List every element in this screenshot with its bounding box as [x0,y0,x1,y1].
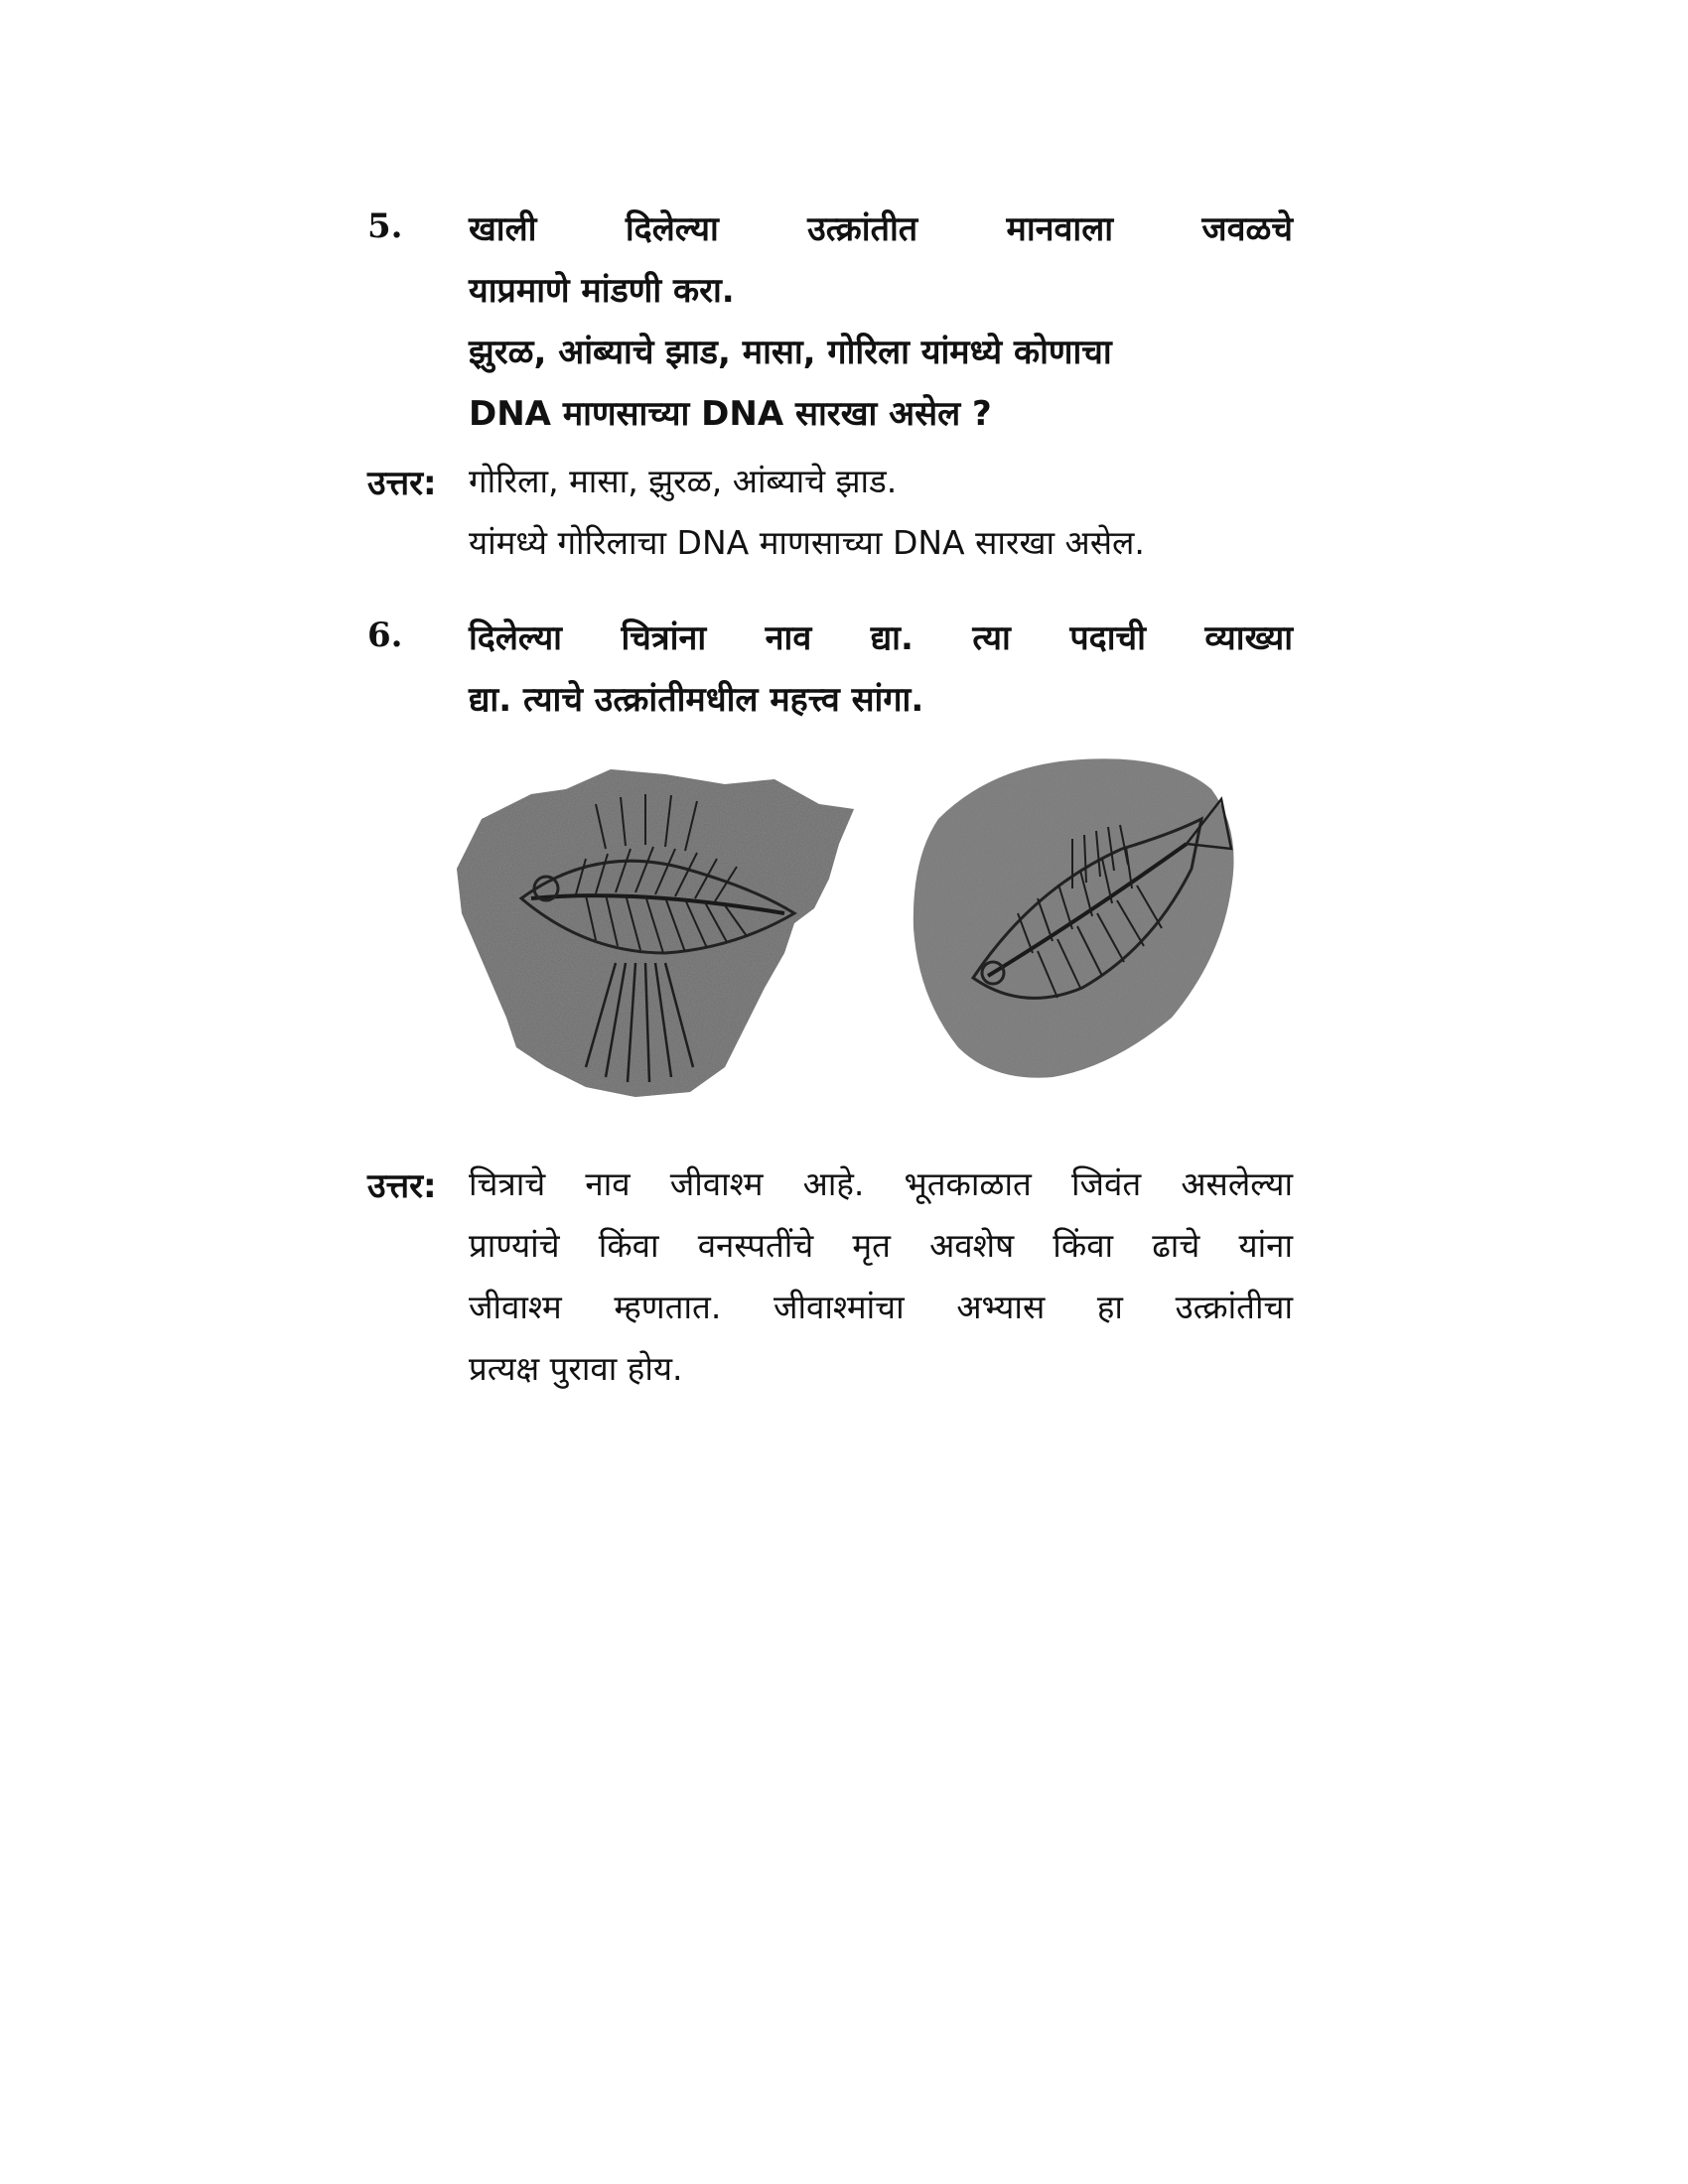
fish-fossil-left-icon [457,769,854,1097]
question-5-line-2: याप्रमाणे मांडणी करा. [469,271,735,311]
question-6-line-2: द्या. त्याचे उत्क्रांतीमधील महत्त्व सांगा. [469,680,924,720]
answer-5-label: उत्तर: [367,464,437,503]
answer-5-text [469,451,1293,574]
fish-fossil-right-icon [914,758,1234,1077]
question-6-line-1: दिलेल्या चित्रांना नाव द्या. त्या पदाची व्याख्या [469,618,1293,658]
question-5-line-4: DNA माणसाच्या DNA सारखा असेल ? [469,394,992,434]
question-6-number: 6. [367,615,403,655]
question-5-number: 5. [367,206,403,246]
question-5-line-1: खाली दिलेल्या उत्क्रांतीत मानवाला जवळचे [469,209,1293,249]
answer-6-line-4: प्रत्यक्ष पुरावा होय. [469,1349,683,1388]
question-5-line-3: झुरळ, आंब्याचे झाड, मासा, गोरिला यांमध्ये कोणाचा [469,333,1112,372]
fossil-figure [437,750,1251,1117]
answer-5-line-1: गोरिला, मासा, झुरळ, आंब्याचे झाड. [469,462,898,500]
answer-6-line-2: प्राण्यांचे किंवा वनस्पतींचे मृत अवशेष किंवा ढाचे यांना [469,1226,1293,1265]
answer-6-line-3: जीवाश्म म्हणतात. जीवाश्मांचा अभ्यास हा उत्क्रांतीचा [469,1288,1293,1326]
answer-6-label: उत्तर: [367,1166,437,1206]
answer-6-text [469,1154,1293,1400]
question-6-text [469,608,1293,731]
question-5-text [469,199,1293,445]
answer-5-line-2: यांमध्ये गोरिलाचा DNA माणसाच्या DNA सारखा असेल. [469,523,1145,562]
answer-6-line-1: चित्राचे नाव जीवाश्म आहे. भूतकाळात जिवंत असलेल्या [469,1164,1293,1203]
